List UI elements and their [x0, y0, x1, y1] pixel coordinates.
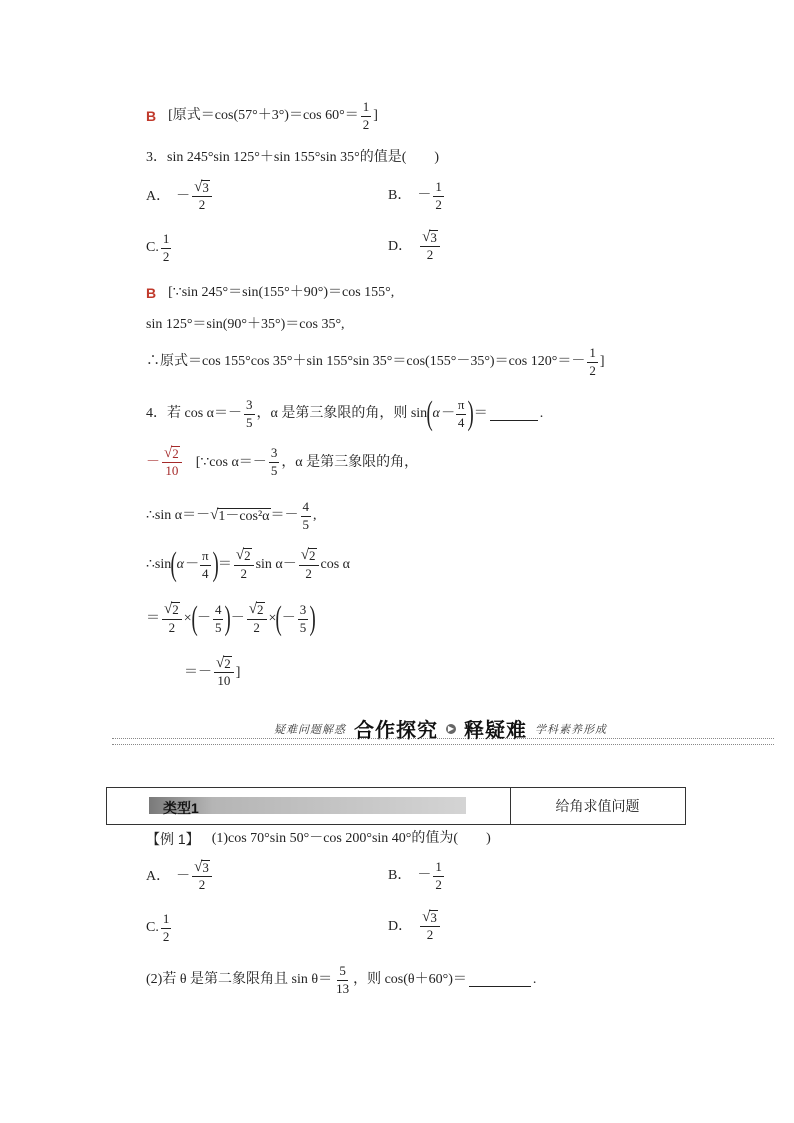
example-option-c — [146, 912, 173, 945]
answer-blank[interactable] — [490, 408, 538, 421]
banner-subtitle-right: 学科素养形成 — [535, 723, 607, 736]
answer-3-line-2 — [146, 318, 345, 332]
banner-title-1: 合作探究 — [354, 720, 438, 742]
sign: － — [176, 868, 191, 884]
sign: － — [417, 868, 432, 884]
fraction: $\frac{\pi}{4}$ — [457, 396, 465, 430]
fraction: √ 2 2 — [299, 548, 319, 581]
fraction: $\frac{3}{5}$ — [299, 601, 307, 635]
answer-fraction: √ 2 10 — [162, 446, 182, 479]
example-text: ，则 cos(θ＋60°)＝ — [353, 972, 467, 988]
option-b — [388, 180, 446, 213]
answer-text: , — [313, 508, 317, 524]
minus: － — [230, 611, 245, 626]
answer-text: sin 125°＝sin(90°＋35°)＝cos 35°, — [146, 317, 345, 332]
equals: ＝ — [146, 611, 160, 626]
fraction: √ 2 2 — [162, 602, 182, 635]
answer-4-line-5 — [184, 656, 240, 689]
fraction: √ 3 2 — [420, 230, 440, 263]
answer-text: ∴sin — [146, 557, 172, 572]
answer-text: sin α－ — [255, 557, 297, 572]
sign: － — [176, 188, 191, 204]
question-4: 4．若 cos α＝－ $\frac{3}{5}$ ，α 是第三象限的角，则 sin ( α－ $\frac{\pi}{4}$ ) ＝ . — [146, 395, 544, 432]
type-topic: 给角求值问题 — [555, 798, 640, 814]
answer-4-line-3: ∴sin ( α－ $\frac{\pi}{4}$ ) ＝ √ 2 2 sin α－ √ 2 2 cos α — [146, 546, 350, 583]
fraction: $\frac{1}{2}$ — [162, 911, 170, 944]
answer-sign: － — [146, 454, 160, 470]
example-text: (1)cos 70°sin 50°－cos 200°sin 40°的值为( ) — [211, 831, 491, 846]
fraction: $\frac{5}{13}$ — [336, 963, 350, 996]
times: × — [268, 611, 277, 626]
fraction: $\frac{\pi}{4}$ — [201, 547, 209, 581]
fraction: √ 3 2 — [192, 860, 212, 893]
example-part-2: (2)若 θ 是第二象限角且 sin θ＝ $\frac{5}{13}$ ，则 cos(θ＋60°)＝ . — [146, 963, 537, 996]
fraction: √ 3 2 — [420, 910, 440, 943]
answer-text: ∴sin α＝－ — [146, 508, 211, 524]
option-label: D． — [388, 918, 413, 934]
times: × — [183, 611, 192, 626]
fraction: $\frac{1}{2}$ — [362, 99, 370, 132]
option-a — [146, 180, 214, 213]
question-text: 3．sin 245°sin 125°＋sin 155°sin 35°的值是( ) — [146, 150, 440, 165]
answer-2 — [146, 100, 378, 133]
banner-divider — [112, 738, 774, 745]
option-label: D． — [388, 238, 413, 254]
answer-text-end: ] — [599, 354, 605, 370]
answer-4-line-4: ＝ √ 2 2 × ( － $\frac{4}{5}$ ) － √ 2 2 × ( － $\frac{3}{5}$ ) — [146, 600, 317, 637]
option-c — [146, 232, 173, 265]
fraction: √ 2 2 — [247, 602, 267, 635]
example-label: 【例 1】 — [146, 831, 200, 847]
equals: ＝－ — [184, 664, 212, 680]
example-1-stem — [146, 832, 491, 846]
question-text: 4．若 cos α＝－ — [146, 406, 242, 421]
sign: － — [281, 611, 296, 626]
fraction: $\frac{1}{2}$ — [162, 231, 170, 264]
answer-text: [∵sin 245°＝sin(155°＋90°)＝cos 155°, — [168, 285, 395, 300]
answer-text-end: ] — [235, 664, 241, 680]
answer-4-line-1 — [146, 446, 418, 479]
option-label: C. — [146, 240, 159, 256]
example-option-a — [146, 860, 214, 893]
answer-text: [∵cos α＝－ — [195, 454, 267, 470]
fraction: $\frac{3}{5}$ — [246, 396, 253, 430]
answer-mark: B — [146, 285, 157, 301]
option-label: A． — [146, 868, 171, 884]
question-text: ＝ — [473, 406, 488, 421]
answer-mark: B — [146, 108, 157, 125]
banner-subtitle-left: 疑难问题解惑 — [274, 723, 346, 736]
inner-expression: α－ — [176, 557, 198, 572]
fraction: $\frac{4}{5}$ — [302, 499, 310, 532]
example-text: (2)若 θ 是第二象限角且 sin θ＝ — [146, 972, 333, 988]
answer-text: [原式＝cos(57°＋3°)＝cos 60°＝ — [168, 108, 359, 124]
answer-3-line-1 — [146, 286, 394, 300]
example-option-d — [388, 910, 442, 943]
option-label: B． — [388, 188, 412, 204]
fraction: $\frac{4}{5}$ — [214, 601, 222, 635]
equals: ＝ — [217, 557, 232, 572]
option-d — [388, 230, 442, 263]
type-header-box — [106, 787, 686, 825]
answer-text: ，α 是第三象限的角， — [281, 454, 419, 470]
answer-4-line-2 — [146, 500, 317, 533]
banner-title-2: 释疑难 — [464, 720, 527, 742]
answer-text: cos α — [320, 557, 350, 572]
option-label: C. — [146, 920, 159, 936]
inner-expression: α－ — [432, 406, 454, 421]
option-label: A． — [146, 188, 171, 204]
arrow-icon: ▶ — [447, 723, 455, 733]
fraction: $\frac{1}{2}$ — [435, 859, 442, 892]
option-label: B． — [388, 868, 412, 884]
answer-text-end: ] — [373, 108, 378, 124]
sqrt: √ 1－cos²α — [210, 507, 270, 525]
answer-3-line-3 — [146, 346, 605, 379]
fraction: √ 2 2 — [234, 548, 254, 581]
answer-text: ＝－ — [270, 508, 299, 524]
type-tag: 类型1 — [163, 800, 199, 816]
fraction: $\frac{3}{5}$ — [270, 445, 278, 479]
example-option-b — [388, 860, 446, 893]
question-text: ，α 是第三象限的角，则 sin — [256, 406, 428, 421]
fraction: $\frac{1}{2}$ — [589, 345, 596, 378]
answer-text: ∴原式＝cos 155°cos 35°＋sin 155°sin 35°＝cos(155°－35°)＝cos 120°＝－ — [146, 354, 586, 370]
section-banner — [112, 708, 774, 744]
fraction: √ 3 2 — [192, 180, 212, 213]
answer-blank[interactable] — [469, 974, 531, 987]
fraction: $\frac{1}{2}$ — [435, 179, 442, 212]
question-3-stem — [146, 151, 439, 165]
sign: － — [417, 188, 432, 204]
fraction: √ 2 10 — [214, 656, 234, 689]
sign: － — [196, 611, 211, 626]
